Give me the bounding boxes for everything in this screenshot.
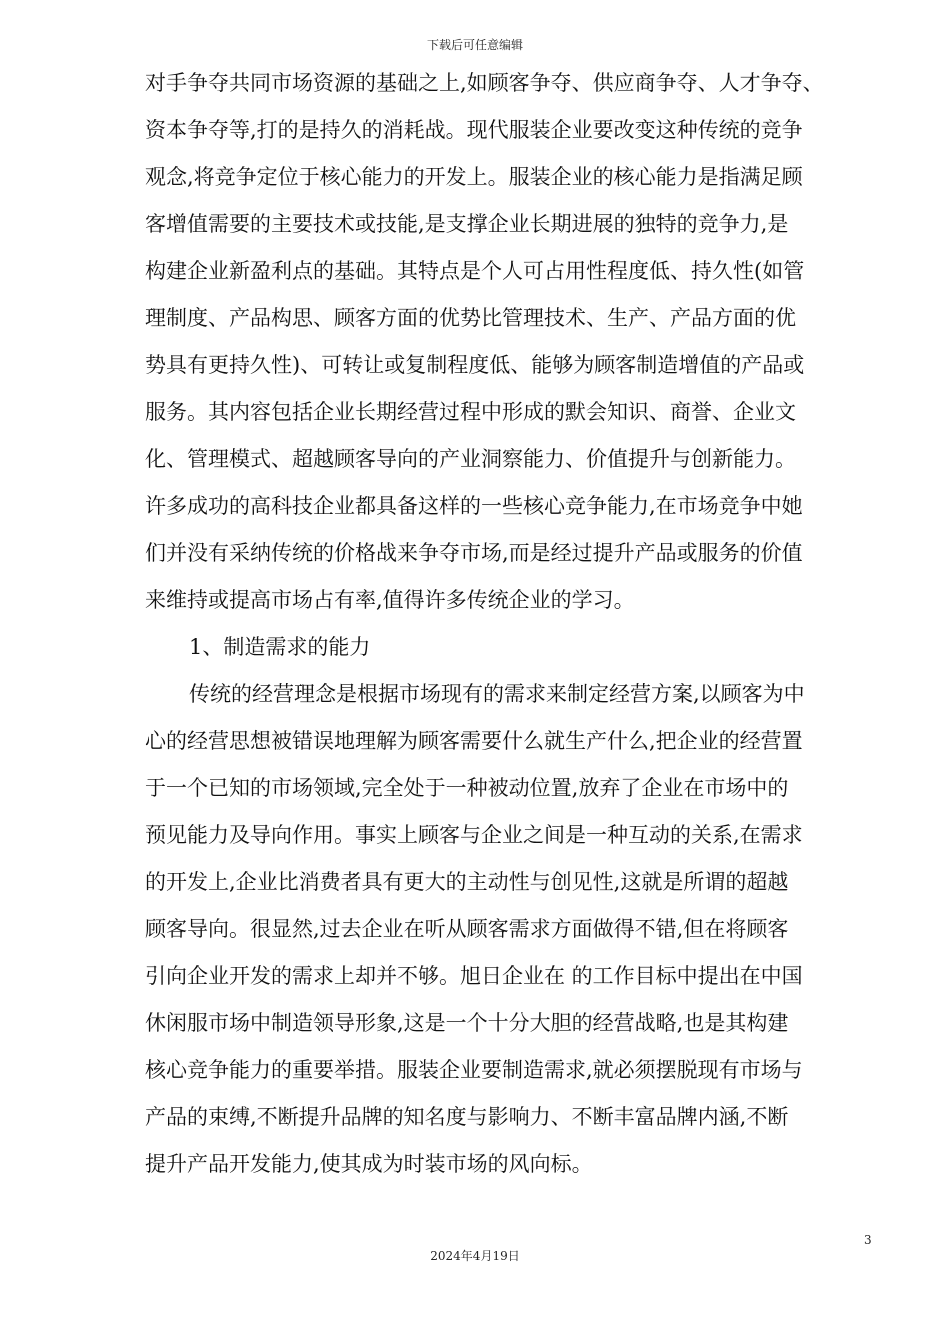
text-line: 引向企业开发的需求上却并不够。旭日企业在 的工作目标中提出在中国 <box>145 964 803 988</box>
page-number: 3 <box>864 1233 872 1247</box>
text-line: 预见能力及导向作用。事实上顾客与企业之间是一种互动的关系,在需求 <box>145 823 803 847</box>
text-line: 产品的束缚,不断提升品牌的知名度与影响力、不断丰富品牌内涵,不断 <box>145 1105 789 1129</box>
text-line: 们并没有采纳传统的价格战来争夺市场,而是经过提升产品或服务的价值 <box>145 541 803 565</box>
text-line: 于一个已知的市场领域,完全处于一种被动位置,放弃了企业在市场中的 <box>145 776 789 800</box>
text-line: 顾客导向。很显然,过去企业在听从顾客需求方面做得不错,但在将顾客 <box>145 917 789 941</box>
section-heading: 1、制造需求的能力 <box>189 635 371 659</box>
text-line: 资本争夺等,打的是持久的消耗战。现代服装企业要改变这种传统的竞争 <box>145 118 803 142</box>
text-line: 核心竞争能力的重要举措。服装企业要制造需求,就必须摆脱现有市场与 <box>145 1058 803 1082</box>
text-line: 势具有更持久性)、可转让或复制程度低、能够为顾客制造增值的产品或 <box>145 353 805 377</box>
text-line: 化、管理模式、超越顾客导向的产业洞察能力、价值提升与创新能力。 <box>145 447 796 471</box>
text-line: 传统的经营理念是根据市场现有的需求来制定经营方案,以顾客为中 <box>189 682 805 706</box>
text-line: 理制度、产品构思、顾客方面的优势比管理技术、生产、产品方面的优 <box>145 306 796 330</box>
text-line: 构建企业新盈利点的基础。其特点是个人可占用性程度低、持久性(如管 <box>145 259 805 283</box>
text-line: 服务。其内容包括企业长期经营过程中形成的默会知识、商誉、企业文 <box>145 400 796 424</box>
page-header: 下载后可任意编辑 <box>426 38 523 52</box>
text-line: 来维持或提高市场占有率,值得许多传统企业的学习。 <box>145 588 635 612</box>
text-line: 休闲服市场中制造领导形象,这是一个十分大胆的经营战略,也是其构建 <box>145 1011 789 1035</box>
document-body <box>145 60 890 1188</box>
text-line: 观念,将竞争定位于核心能力的开发上。服装企业的核心能力是指满足顾 <box>145 165 803 189</box>
text-line: 提升产品开发能力,使其成为时装市场的风向标。 <box>145 1152 593 1176</box>
text-line: 客增值需要的主要技术或技能,是支撑企业长期进展的独特的竞争力,是 <box>145 212 789 236</box>
text-line: 许多成功的高科技企业都具备这样的一些核心竞争能力,在市场竞争中她 <box>145 494 803 518</box>
text-line: 对手争夺共同市场资源的基础之上,如顾客争夺、供应商争夺、人才争夺、 <box>145 71 824 95</box>
text-line: 的开发上,企业比消费者具有更大的主动性与创见性,这就是所谓的超越 <box>145 870 789 894</box>
footer-date: 2024年4月19日 <box>430 1249 520 1263</box>
text-line: 心的经营思想被错误地理解为顾客需要什么就生产什么,把企业的经营置 <box>145 729 803 753</box>
